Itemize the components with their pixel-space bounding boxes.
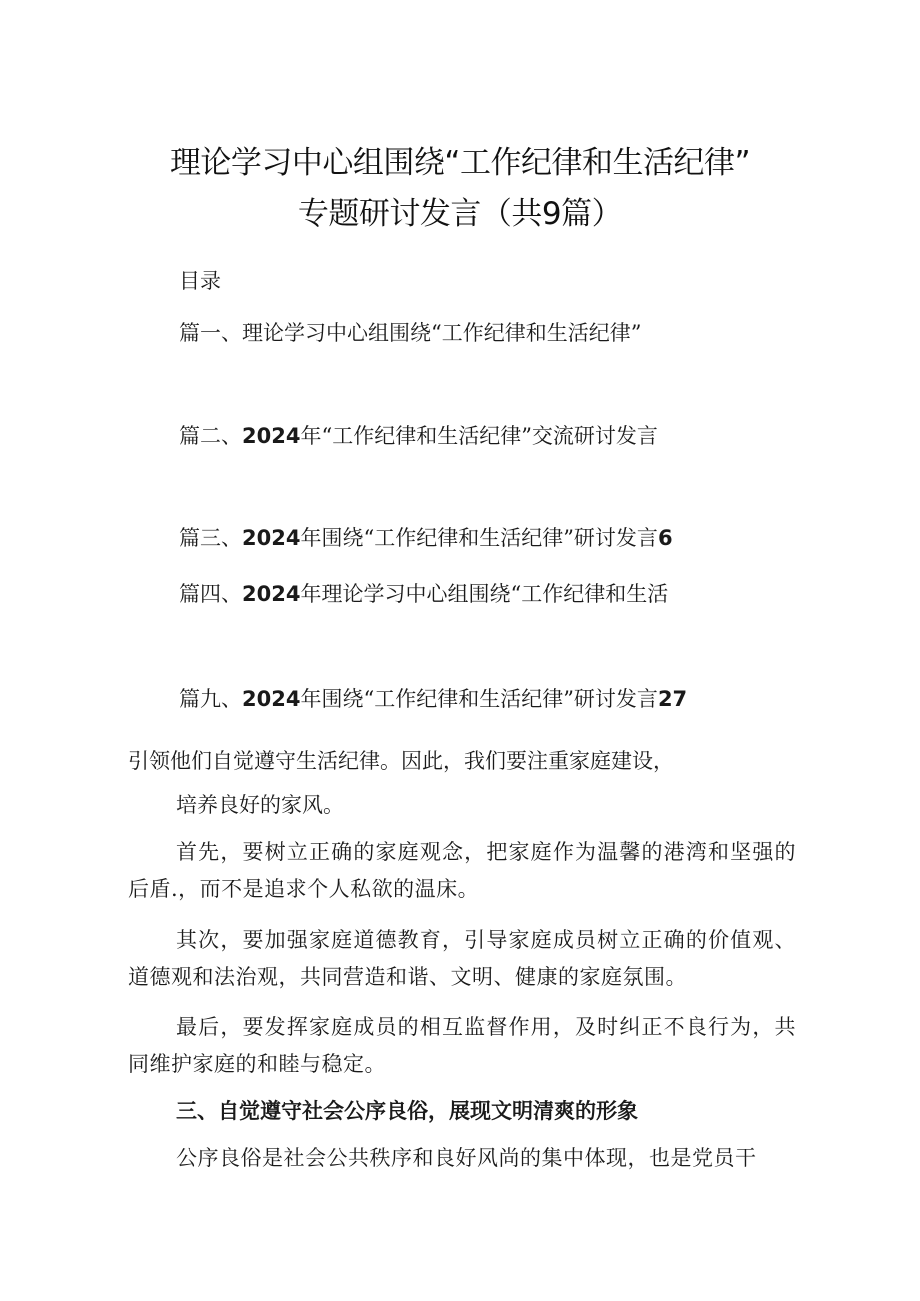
body-line: 引领他们自觉遵守生活纪律。因此，我们要注重家庭建设， xyxy=(128,749,674,773)
body-paragraph: 公序良俗是社会公共秩序和良好风尚的集中体现，也是党员干 xyxy=(176,1146,757,1170)
toc-item-year: 2024 xyxy=(242,424,301,448)
toc-item-prefix: 篇四、 xyxy=(179,582,242,606)
toc-item-prefix: 篇三、 xyxy=(179,526,242,550)
toc-item-4[interactable] xyxy=(179,579,668,609)
toc-item-text: 年理论学习中心组围绕“工作纪律和生活 xyxy=(300,582,669,606)
toc-item-1[interactable] xyxy=(179,318,641,348)
body-paragraph: 首先，要树立正确的家庭观念，把家庭作为温馨的港湾和坚强的后盾.，而不是追求个人私欲的温床。 xyxy=(128,840,796,901)
toc-item-text: 年围绕“工作纪律和生活纪律”研讨发言 xyxy=(300,526,658,550)
toc-item-text: 年“工作纪律和生活纪律”交流研讨发言 xyxy=(300,424,658,448)
toc-item-page: 27 xyxy=(657,687,688,711)
toc-item-2[interactable] xyxy=(179,421,658,451)
section-heading: 三、自觉遵守社会公序良俗，展现文明清爽的形象 xyxy=(176,1099,638,1123)
document-title-line-2: 专题研讨发言（共9篇） xyxy=(297,196,623,232)
document-title-line-1: 理论学习中心组围绕“工作纪律和生活纪律” xyxy=(169,145,751,181)
toc-item-prefix: 篇九、 xyxy=(179,687,242,711)
toc-item-3[interactable] xyxy=(179,523,673,553)
toc-item-prefix: 篇一、 xyxy=(179,321,242,345)
toc-item-page: 6 xyxy=(657,526,673,550)
body-paragraph: 其次，要加强家庭道德教育，引导家庭成员树立正确的价值观、道德观和法治观，共同营造和谐、文明、健康的家庭氛围。 xyxy=(128,928,796,989)
toc-item-year: 2024 xyxy=(242,687,301,711)
toc-item-year: 2024 xyxy=(242,526,301,550)
body-paragraph: 最后，要发挥家庭成员的相互监督作用，及时纠正不良行为，共同维护家庭的和睦与稳定。 xyxy=(128,1015,796,1076)
toc-item-year: 2024 xyxy=(242,582,301,606)
toc-item-prefix: 篇二、 xyxy=(179,424,242,448)
toc-item-9[interactable] xyxy=(179,684,687,714)
toc-item-text: 年围绕“工作纪律和生活纪律”研讨发言 xyxy=(300,687,658,711)
toc-item-text: 理论学习中心组围绕“工作纪律和生活纪律” xyxy=(242,321,642,345)
body-line: 培养良好的家风。 xyxy=(176,793,344,817)
toc-heading: 目录 xyxy=(179,269,221,293)
